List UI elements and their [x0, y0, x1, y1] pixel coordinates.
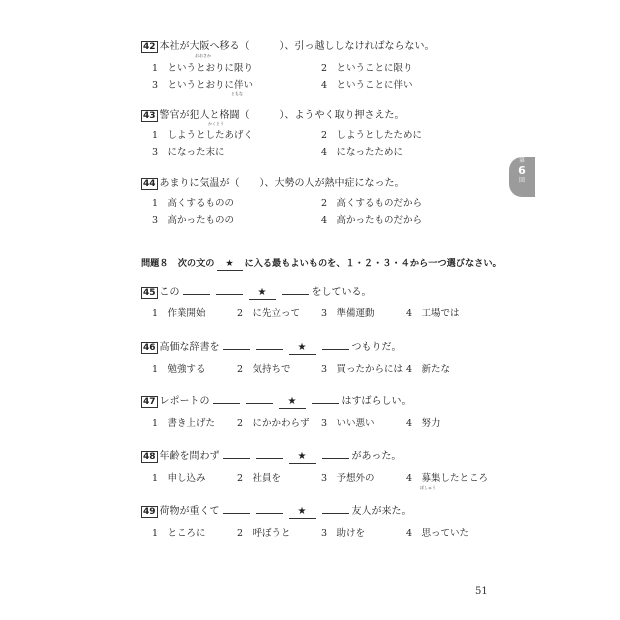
choice-2: 2 高くするものだから: [321, 198, 423, 209]
question-number: 46: [143, 343, 156, 353]
choice-1: 1 ところに: [152, 528, 206, 539]
choice-4: 4 努力: [406, 418, 441, 429]
star-blank: ★: [249, 287, 276, 300]
choice-1: 1 高くするものの: [152, 198, 235, 209]
choice-4: 4 になったために: [321, 147, 404, 158]
question-number: 42: [143, 42, 156, 52]
choice-3: 3 買ったからには: [321, 364, 404, 375]
question-47: 47 レポートの ★ はすばらしい。: [143, 396, 412, 407]
answer-blank: [216, 285, 243, 295]
question-48: 48 年齢を問わず ★ があった。: [143, 451, 402, 462]
choice-3: 3 準備運動: [321, 308, 375, 319]
answer-blank: [223, 340, 250, 350]
answer-blank: [256, 449, 283, 459]
question-number: 48: [143, 452, 156, 462]
choice-3: 3 というとおりに伴い: [152, 80, 254, 91]
choice-3: 3 高かったものの: [152, 215, 235, 226]
answer-blank: [213, 394, 240, 404]
choice-1: 1 勉強する: [152, 364, 206, 375]
question-42: 42 本社が大阪へ移る（ ）、引っ越ししなければならない。: [143, 41, 435, 52]
choice-2: 2 呼ぼうと: [237, 528, 291, 539]
question-number: 47: [143, 397, 156, 407]
star-blank: ★: [289, 342, 316, 355]
question-49: 49 荷物が重くて ★ 友人が来た。: [143, 506, 412, 517]
section-heading: 問題８ 次の文の ★ に入る最もよいものを、１・２・３・４から一つ選びなさい。: [141, 258, 502, 269]
question-number: 45: [143, 288, 156, 298]
choice-3: 3 助けを: [321, 528, 366, 539]
choice-2: 2 しようとしたために: [321, 130, 423, 141]
star-blank: ★: [279, 396, 306, 409]
answer-blank: [282, 285, 309, 295]
answer-blank: [312, 394, 339, 404]
choice-4: 4 新たな: [406, 364, 451, 375]
choice-4: 4 高かったものだから: [321, 215, 423, 226]
chapter-tab: 第 6 回: [509, 157, 535, 197]
choice-4: 4 ということに伴い: [321, 80, 413, 91]
choice-1: 1 申し込み: [152, 473, 206, 484]
choice-4: 4 募集したところ: [406, 473, 489, 484]
choice-2: 2 社員を: [237, 473, 282, 484]
choice-1: 1 というとおりに限り: [152, 63, 254, 74]
chapter-number: 6: [518, 164, 526, 177]
choice-2: 2 気持ちで: [237, 364, 291, 375]
answer-blank: [183, 285, 210, 295]
choice-2: 2 ということに限り: [321, 63, 413, 74]
answer-blank: [322, 449, 349, 459]
answer-blank: [223, 504, 250, 514]
question-44: 44 あまりに気温が（ ）、大勢の人が熱中症になった。: [143, 178, 405, 189]
choice-2: 2 に先立って: [237, 308, 301, 319]
question-45: 45 この ★ をしている。: [143, 287, 372, 298]
answer-blank: [246, 394, 273, 404]
ruby-base: 大阪: [189, 41, 210, 52]
choice-3: 3 になった末に: [152, 147, 225, 158]
answer-blank: [322, 340, 349, 350]
choice-4: 4 思っていた: [406, 528, 470, 539]
choice-3: 3 予想外の: [321, 473, 375, 484]
answer-blank: [223, 449, 250, 459]
star-blank: ★: [289, 506, 316, 519]
question-43: 43 警官が犯人と格闘（ ）、ようやく取り押さえた。: [143, 110, 405, 121]
question-number: 44: [143, 179, 156, 189]
star-blank: ★: [217, 258, 243, 271]
ruby-reading: ぼしゅう: [420, 485, 436, 490]
ruby-reading: かくとう: [208, 121, 224, 126]
choice-1: 1 しようとしたあげく: [152, 130, 254, 141]
question-number: 43: [143, 111, 156, 121]
answer-blank: [322, 504, 349, 514]
choice-3: 3 いい悪い: [321, 418, 375, 429]
answer-blank: [256, 340, 283, 350]
question-46: 46 高価な辞書を ★ つもりだ。: [143, 342, 402, 353]
star-blank: ★: [289, 451, 316, 464]
ruby-reading: ともな: [231, 91, 243, 96]
question-number: 49: [143, 507, 156, 517]
page-number: 51: [475, 586, 488, 597]
choice-2: 2 にかかわらず: [237, 418, 310, 429]
ruby-reading: おおさか: [195, 53, 211, 58]
answer-blank: [256, 504, 283, 514]
choice-4: 4 工場では: [406, 308, 460, 319]
choice-1: 1 作業開始: [152, 308, 206, 319]
choice-1: 1 書き上げた: [152, 418, 216, 429]
ruby-base: 格闘: [219, 110, 240, 121]
